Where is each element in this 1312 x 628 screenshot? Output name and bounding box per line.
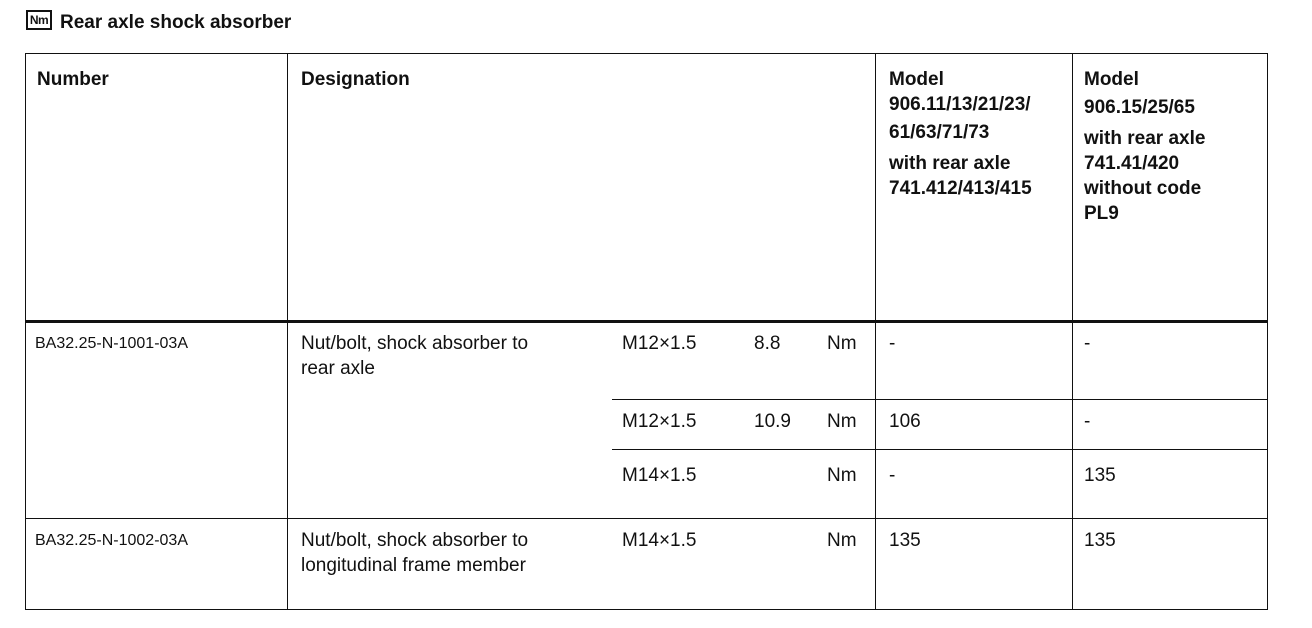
row2-number: BA32.25-N-1002-03A — [35, 532, 188, 549]
header-model-a-line: with rear axle — [889, 153, 1011, 174]
row2-designation-line: longitudinal frame member — [301, 555, 526, 576]
table-border-top — [25, 53, 1268, 54]
row1-spec3-unit: Nm — [827, 465, 857, 486]
row1-spec1-unit: Nm — [827, 333, 857, 354]
row-divider — [25, 518, 1268, 519]
row2-designation-line: Nut/bolt, shock absorber to — [301, 530, 529, 551]
row1-spec2-unit: Nm — [827, 411, 857, 432]
header-model-b-line: without code — [1084, 178, 1202, 199]
header-model-b-line: with rear axle — [1084, 128, 1206, 149]
row1-designation-line: rear axle — [301, 358, 375, 379]
row1-spec3-model-a: - — [889, 465, 896, 486]
column-divider-model-a — [1072, 53, 1073, 610]
torque-table — [25, 53, 1268, 610]
row1-spec1-thread: M12×1.5 — [622, 333, 697, 354]
column-divider-number — [287, 53, 288, 610]
row1-spec3-model-b: 135 — [1084, 465, 1116, 486]
header-model-a-line: Model — [889, 69, 944, 90]
torque-nm-icon: Nm — [26, 10, 52, 30]
row1-designation — [301, 331, 528, 381]
row2-spec1-unit: Nm — [827, 530, 857, 551]
row1-designation-line: Nut/bolt, shock absorber to — [301, 333, 529, 354]
row2-designation — [301, 528, 528, 578]
header-designation: Designation — [301, 69, 410, 90]
table-border-right — [1267, 53, 1268, 610]
header-model-b-line: 741.41/420 — [1084, 153, 1180, 174]
table-border-bottom — [25, 609, 1268, 610]
row1-spec2-model-a: 106 — [889, 411, 921, 432]
header-model-b — [1084, 67, 1264, 226]
header-divider — [25, 320, 1268, 323]
row1-spec1-grade: 8.8 — [754, 333, 781, 354]
row1-spec2-grade: 10.9 — [754, 411, 791, 432]
section-title-text: Rear axle shock absorber — [60, 12, 292, 33]
row2-spec1-model-a: 135 — [889, 530, 921, 551]
header-model-b-line: 906.15/25/65 — [1084, 97, 1195, 118]
header-number: Number — [37, 69, 109, 90]
row1-spec1-model-b: - — [1084, 333, 1091, 354]
section-title — [26, 9, 291, 37]
header-model-b-line: Model — [1084, 69, 1139, 90]
header-model-a — [889, 67, 1069, 201]
header-model-a-line: 741.412/413/415 — [889, 178, 1032, 199]
row2-spec1-thread: M14×1.5 — [622, 530, 697, 551]
row1-spec2-thread: M12×1.5 — [622, 411, 697, 432]
row1-spec1-model-a: - — [889, 333, 896, 354]
header-model-b-line: PL9 — [1084, 203, 1119, 224]
row1-number: BA32.25-N-1001-03A — [35, 335, 188, 352]
column-divider-designation — [875, 53, 876, 610]
header-model-a-line: 906.11/13/21/23/ — [889, 94, 1031, 115]
table-border-left — [25, 53, 26, 610]
row1-subdivider-2 — [612, 449, 1268, 450]
row1-spec3-thread: M14×1.5 — [622, 465, 697, 486]
row2-spec1-model-b: 135 — [1084, 530, 1116, 551]
header-model-a-line: 61/63/71/73 — [889, 122, 990, 143]
row1-spec2-model-b: - — [1084, 411, 1091, 432]
row1-subdivider-1 — [612, 399, 1268, 400]
